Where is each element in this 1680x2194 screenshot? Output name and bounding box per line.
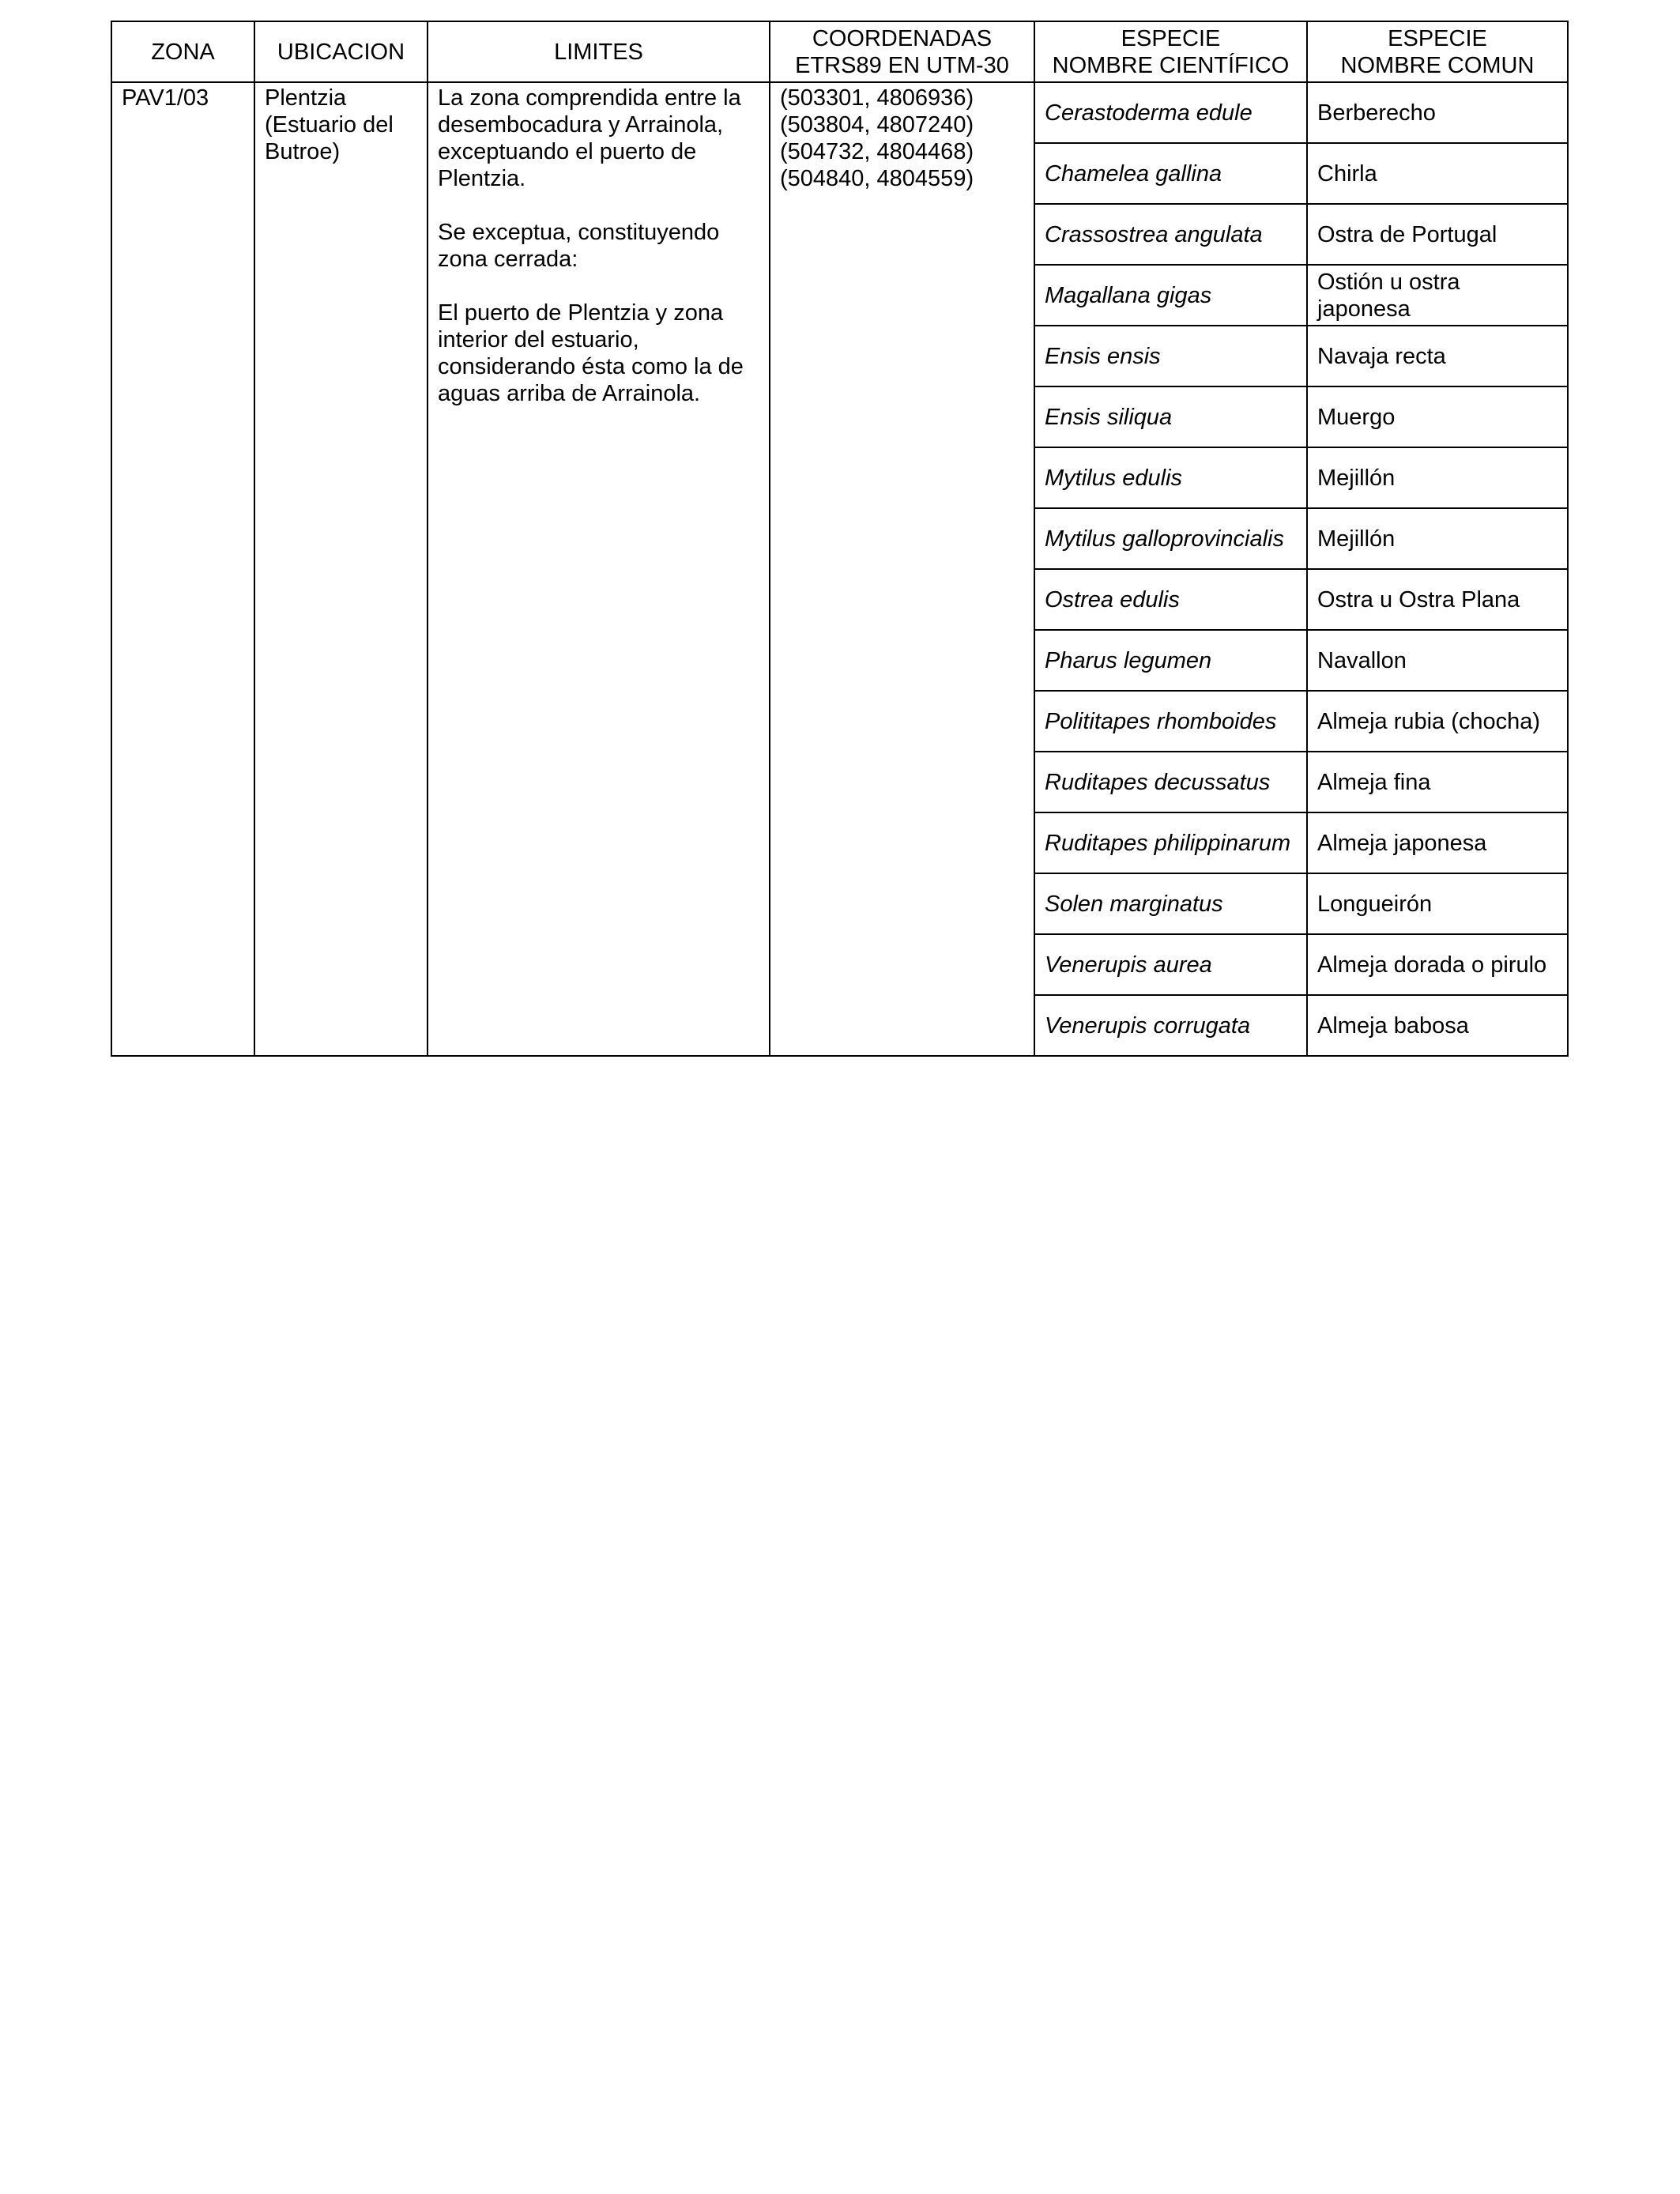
species-scientific-name: Cerastoderma edule <box>1034 82 1307 143</box>
header-nombre-comun <box>1307 21 1568 82</box>
species-scientific-name: Ruditapes philippinarum <box>1034 812 1307 873</box>
zona-code: PAV1/03 <box>122 85 209 111</box>
species-scientific-name: Ruditapes decussatus <box>1034 752 1307 812</box>
table-row <box>111 82 1568 143</box>
species-scientific-name: Magallana gigas <box>1034 265 1307 326</box>
header-comun-line2: NOMBRE COMUN <box>1340 52 1535 78</box>
species-common-name: Almeja dorada o pirulo <box>1307 934 1568 995</box>
header-nombre-cientifico <box>1034 21 1307 82</box>
ubicacion-name: Plentzia <box>265 85 347 111</box>
species-common-name: Ostra u Ostra Plana <box>1307 569 1568 630</box>
species-common-name: Navaja recta <box>1307 326 1568 386</box>
zona-code-cell <box>111 82 254 1056</box>
species-common-name: Muergo <box>1307 386 1568 447</box>
species-zone-table <box>111 21 1569 1057</box>
coordinate-pair: (503301, 4806936) <box>780 85 974 111</box>
limites-paragraph: Se exceptua, constituyendo zona cerrada: <box>438 220 720 272</box>
species-scientific-name: Chamelea gallina <box>1034 143 1307 204</box>
species-scientific-name: Mytilus galloprovincialis <box>1034 508 1307 569</box>
species-common-name: Ostión u ostra japonesa <box>1307 265 1568 326</box>
limites-cell <box>428 82 770 1056</box>
header-zona: ZONA <box>111 21 254 82</box>
species-scientific-name: Venerupis aurea <box>1034 934 1307 995</box>
species-common-name: Ostra de Portugal <box>1307 204 1568 265</box>
coordinate-pair: (504732, 4804468) <box>780 139 974 164</box>
species-common-name: Almeja japonesa <box>1307 812 1568 873</box>
header-coordenadas-line1: COORDENADAS <box>812 25 993 51</box>
ubicacion-detail: (Estuario del Butroe) <box>265 112 394 164</box>
species-common-name: Almeja babosa <box>1307 995 1568 1056</box>
header-limites: LIMITES <box>428 21 770 82</box>
species-scientific-name: Polititapes rhomboides <box>1034 691 1307 752</box>
species-scientific-name: Ensis ensis <box>1034 326 1307 386</box>
coordenadas-cell <box>770 82 1034 1056</box>
species-common-name: Almeja fina <box>1307 752 1568 812</box>
species-scientific-name: Crassostrea angulata <box>1034 204 1307 265</box>
limites-paragraph: El puerto de Plentzia y zona interior del estuario, considerando ésta como la de aguas arriba de Arrainola. <box>438 300 744 406</box>
species-scientific-name: Venerupis corrugata <box>1034 995 1307 1056</box>
species-scientific-name: Solen marginatus <box>1034 873 1307 934</box>
species-scientific-name: Pharus legumen <box>1034 630 1307 691</box>
header-cientifico-line2: NOMBRE CIENTÍFICO <box>1052 52 1290 78</box>
species-common-name: Navallon <box>1307 630 1568 691</box>
ubicacion-cell <box>254 82 428 1056</box>
header-coordenadas <box>770 21 1034 82</box>
species-common-name: Chirla <box>1307 143 1568 204</box>
header-coordenadas-line2: ETRS89 EN UTM-30 <box>795 52 1009 78</box>
species-common-name: Berberecho <box>1307 82 1568 143</box>
species-common-name: Mejillón <box>1307 447 1568 508</box>
header-ubicacion: UBICACION <box>254 21 428 82</box>
coordinate-pair: (503804, 4807240) <box>780 112 974 138</box>
species-common-name: Almeja rubia (chocha) <box>1307 691 1568 752</box>
header-cientifico-line1: ESPECIE <box>1121 25 1221 51</box>
header-row <box>111 21 1568 82</box>
species-scientific-name: Ensis siliqua <box>1034 386 1307 447</box>
species-common-name: Longueirón <box>1307 873 1568 934</box>
species-scientific-name: Mytilus edulis <box>1034 447 1307 508</box>
species-scientific-name: Ostrea edulis <box>1034 569 1307 630</box>
coordinate-pair: (504840, 4804559) <box>780 166 974 191</box>
species-common-name: Mejillón <box>1307 508 1568 569</box>
header-comun-line1: ESPECIE <box>1388 25 1487 51</box>
limites-paragraph: La zona comprendida entre la desembocadura y Arrainola, exceptuando el puerto de Plentzia. <box>438 85 741 191</box>
